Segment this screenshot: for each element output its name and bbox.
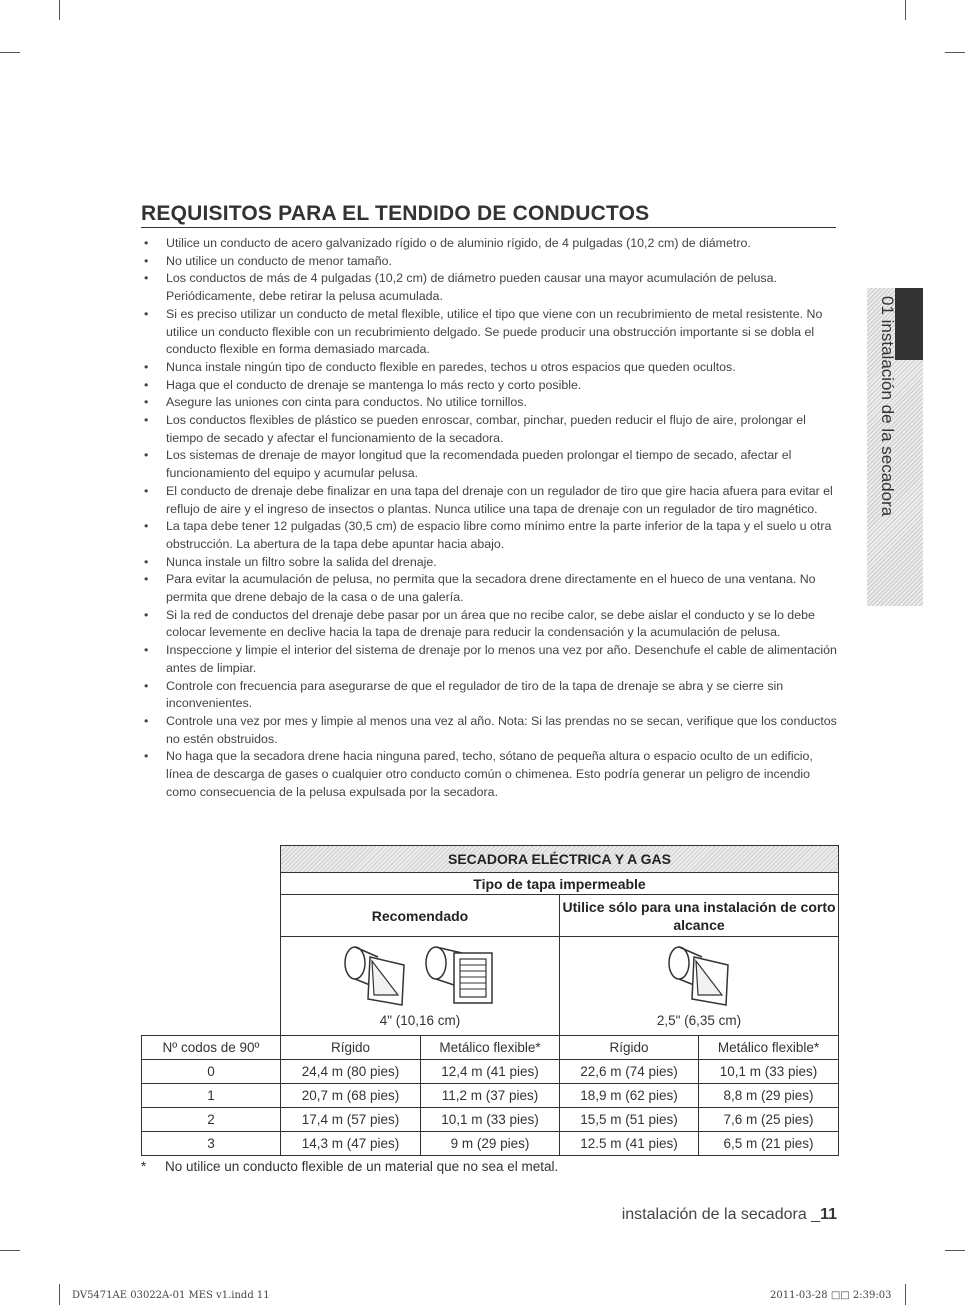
page-number: 11 [820,1206,837,1223]
crop-mark [59,1284,60,1305]
crop-mark [0,1250,20,1251]
list-item: • Controle una vez por mes y limpie al menos una vez al año. Nota: Si las prendas no se secan, verifique que los conductos no estén obstruidos. [144,713,838,748]
table-title: SECADORA ELÉCTRICA Y A GAS [281,846,839,873]
table-cell: 22,6 m (74 pies) [560,1060,699,1084]
table-cell: 11,2 m (37 pies) [421,1084,560,1108]
table-corner [142,846,281,873]
short-run-size: 2,5" (6,35 cm) [656,1013,742,1028]
list-item: • Nunca instale un filtro sobre la salida del drenaje. [144,554,838,572]
rigid-header: Rígido [560,1036,699,1060]
table-corner [142,937,281,1036]
list-item: • Si la red de conductos del drenaje debe pasar por un área que no recibe calor, se debe aislar el conducto y se lo debe colocar levemente en declive hacia la tapa de drenaje para reducir la condensación y la acumulación de pelusa. [144,607,838,642]
page-folio [622,1206,837,1224]
chapter-tab-label: 01 instalación de la secadora [878,296,897,517]
table-cell: 10,1 m (33 pies) [699,1060,839,1084]
louvered-hood-icon [340,943,410,1009]
recommended-header: Recomendado [281,895,560,937]
table-corner [142,895,281,937]
list-item: • El conducto de drenaje debe finalizar en una tapa del drenaje con un regulador de tiro que gire hacia afuera para evitar el reflujo de aire y el ingreso de insectos o plantas. Nunca utilice una tapa de drenaje con un regulador de tiro magnético. [144,483,838,518]
footnote-mark: * [141,1159,147,1174]
table-corner [142,873,281,895]
elbow-count: 0 [142,1060,281,1084]
table-cell: 12,4 m (41 pies) [421,1060,560,1084]
short-run-header: Utilice sólo para una instalación de corto alcance [560,895,839,937]
recommended-hoods-cell [281,937,560,1036]
table-cell: 17,4 m (57 pies) [281,1108,421,1132]
louvered-hood-icon [664,943,734,1009]
section-heading: REQUISITOS PARA EL TENDIDO DE CONDUCTOS [141,201,836,228]
short-run-hood-cell [560,937,839,1036]
slug-date: 2011-03-28 □□ 2:39:03 [770,1290,892,1301]
table-cell: 20,7 m (68 pies) [281,1084,421,1108]
table-cell: 18,9 m (62 pies) [560,1084,699,1108]
crop-mark [945,52,965,53]
table-cell: 15,5 m (51 pies) [560,1108,699,1132]
table-cell: 10,1 m (33 pies) [421,1108,560,1132]
list-item: • Controle con frecuencia para asegurarse de que el regulador de tiro de la tapa de drenaje se abra y se cierre sin inconvenientes. [144,678,838,713]
elbow-count: 1 [142,1084,281,1108]
recommended-size: 4" (10,16 cm) [379,1013,461,1028]
table-cell: 14,3 m (47 pies) [281,1132,421,1156]
elbow-count: 2 [142,1108,281,1132]
chapter-tab-marker [895,288,923,360]
list-item: • No haga que la secadora drene hacia ninguna pared, techo, sótano de pequeña altura o espacio oculto de un edificio, línea de descarga de gases o cualquier otro conducto común o chimenea. Esto podría generar un peligro de incendio como consecuencia de la pelusa expulsada por la secadora. [144,748,838,801]
slug-file: DV5471AE 03022A-01 MES v1.indd 11 [72,1290,270,1301]
table-cell: 24,4 m (80 pies) [281,1060,421,1084]
list-item: • Inspeccione y limpie el interior del sistema de drenaje por lo menos una vez por año. Desenchufe el cable de alimentación antes de limpiar. [144,642,838,677]
crop-mark [945,1250,965,1251]
list-item: • Los conductos de más de 4 pulgadas (10,2 cm) de diámetro pueden causar una mayor acumulación de pelusa. Periódicamente, debe retirar la pelusa acumulada. [144,270,838,305]
table-subtitle: Tipo de tapa impermeable [281,873,839,895]
list-item: • Para evitar la acumulación de pelusa, no permita que la secadora drene directamente en el hueco de una ventana. No permita que drene debajo de la casa o de una galería. [144,571,838,606]
elbow-count: 3 [142,1132,281,1156]
crop-mark [905,0,906,20]
flex-header: Metálico flexible* [421,1036,560,1060]
footnote [141,1159,831,1174]
flex-header: Metálico flexible* [699,1036,839,1060]
crop-mark [59,0,60,20]
table-cell: 6,5 m (21 pies) [699,1132,839,1156]
vent-length-table [141,845,839,1156]
requirements-list [144,235,838,802]
footnote-text: No utilice un conducto flexible de un material que no sea el metal. [165,1159,559,1174]
rigid-header: Rígido [281,1036,421,1060]
crop-mark [905,1284,906,1305]
table-cell: 8,8 m (29 pies) [699,1084,839,1108]
list-item: • Haga que el conducto de drenaje se mantenga lo más recto y corto posible. [144,377,838,395]
list-item: • Asegure las uniones con cinta para conductos. No utilice tornillos. [144,394,838,412]
elbow-header: Nº codos de 90º [142,1036,281,1060]
list-item: • Utilice un conducto de acero galvanizado rígido o de aluminio rígido, de 4 pulgadas (10,2 cm) de diámetro. [144,235,838,253]
list-item: • No utilice un conducto de menor tamaño. [144,253,838,271]
chapter-tab [867,288,923,606]
list-item: • Los sistemas de drenaje de mayor longitud que la recomendada pueden prolongar el tiempo de secado, afectar el funcionamiento del equipo y acumular pelusa. [144,447,838,482]
list-item: • Nunca instale ningún tipo de conducto flexible en paredes, techos u otros espacios que queden ocultos. [144,359,838,377]
table-cell: 12.5 m (41 pies) [560,1132,699,1156]
crop-mark [0,52,20,53]
table-cell: 9 m (29 pies) [421,1132,560,1156]
list-item: • Los conductos flexibles de plástico se pueden enroscar, combar, pinchar, pueden reducir el flujo de aire, prolongar el tiempo de secado y afectar el funcionamiento de la secadora. [144,412,838,447]
table-cell: 7,6 m (25 pies) [699,1108,839,1132]
folio-text: instalación de la secadora _ [621,1206,821,1223]
list-item: • La tapa debe tener 12 pulgadas (30,5 cm) de espacio libre como mínimo entre la parte inferior de la tapa y el suelo u otra obstrucción. La abertura de la tapa debe apuntar hacia abajo. [144,518,838,553]
grille-hood-icon [420,943,500,1009]
list-item: • Si es preciso utilizar un conducto de metal flexible, utilice el tipo que viene con un recubrimiento de metal resistente. No utilice un conducto flexible con un recubrimiento delgado. Se puede producir una obstrucción importante si se dobla el conducto flexible en forma demasiado marcada. [144,306,838,359]
